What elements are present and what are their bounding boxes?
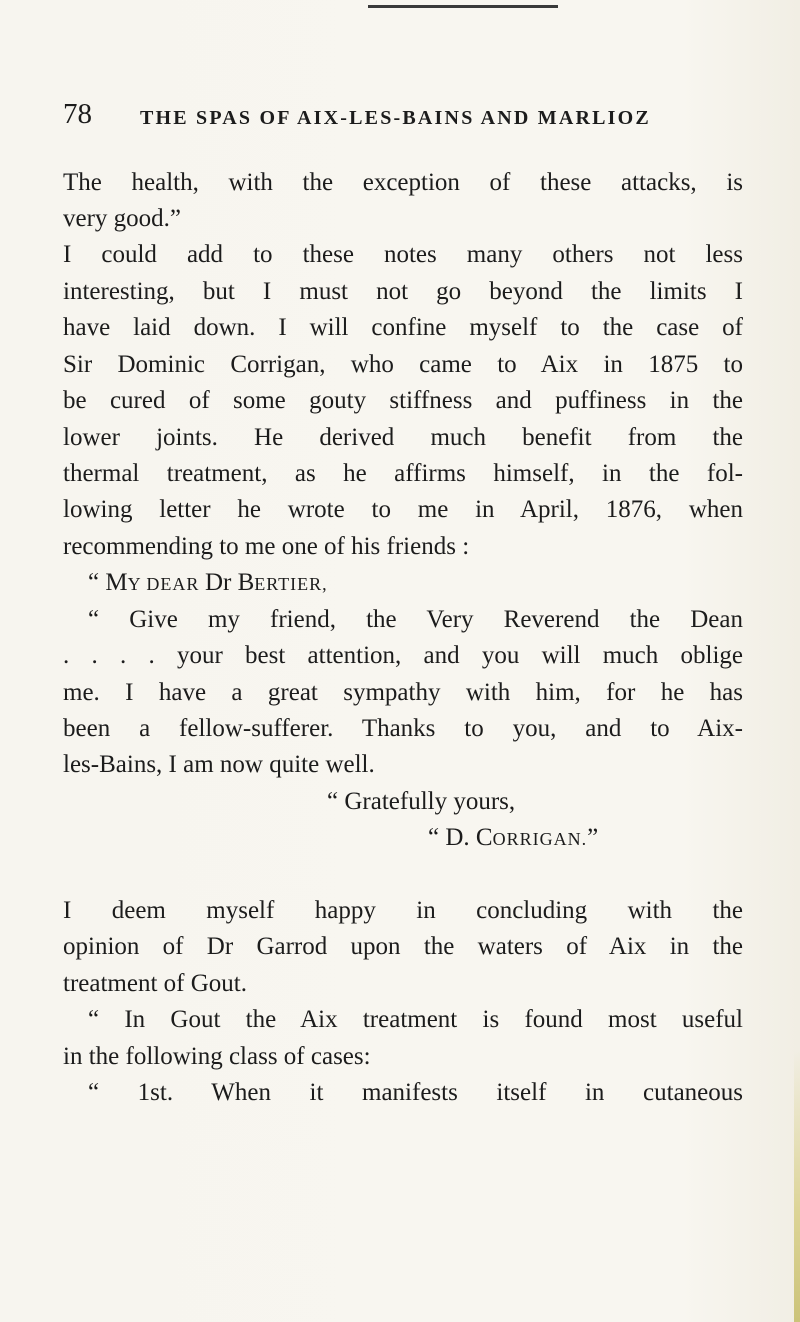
text-line: . . . . your best attention, and you will much oblige: [63, 642, 743, 669]
salutation-open-quote: “: [88, 569, 106, 596]
text-line: lower joints. He derived much benefit from the: [63, 424, 743, 451]
salutation-my-cap: M: [105, 569, 128, 596]
text-line: Sir Dominic Corrigan, who came to Aix in 1875 to: [63, 351, 743, 378]
letter-salutation: [88, 565, 688, 601]
text-line: I could add to these notes many others not less: [63, 241, 743, 268]
text-line: be cured of some gouty stiffness and puffiness in the: [63, 387, 743, 414]
signature-c-rest: ORRIGAN.: [492, 829, 588, 849]
text-line: “ 1st. When it manifests itself in cutaneous: [88, 1079, 743, 1106]
salutation-b-rest: ERTIER,: [254, 574, 328, 594]
signature-initial: D.: [445, 824, 476, 851]
signature-open-quote: “: [428, 824, 446, 851]
text-line: interesting, but I must not go beyond the limits I: [63, 278, 743, 305]
signature-close-quote: ”: [587, 824, 599, 851]
letter-signature: [428, 820, 728, 856]
text-line: les-Bains, I am now quite well.: [63, 751, 375, 778]
text-line: The health, with the exception of these attacks, is: [63, 169, 743, 196]
top-rule: [368, 5, 558, 8]
text-line: “ In Gout the Aix treatment is found most useful: [88, 1006, 743, 1033]
salutation-b-cap: B: [237, 569, 255, 596]
page-header: [63, 97, 743, 137]
salutation-dr: Dr: [204, 569, 238, 596]
salutation-my-rest: Y DEAR: [127, 574, 205, 594]
text-line: me. I have a great sympathy with him, for he has: [63, 679, 743, 706]
text-line: thermal treatment, as he affirms himself, in the fol-: [63, 460, 743, 487]
text-line: lowing letter he wrote to me in April, 1876, when: [63, 496, 743, 523]
page-number: 78: [63, 98, 92, 130]
text-line: opinion of Dr Garrod upon the waters of Aix in the: [63, 933, 743, 960]
text-line: very good.”: [63, 205, 182, 232]
signature-c-cap: C: [475, 824, 493, 851]
text-line: “ Give my friend, the Very Reverend the Dean: [88, 606, 743, 633]
text-line: have laid down. I will confine myself to the case of: [63, 314, 743, 341]
text-line: in the following class of cases:: [63, 1043, 371, 1070]
page-edge-stain: [794, 1050, 800, 1322]
letter-closing: “ Gratefully yours,: [327, 788, 516, 815]
text-line: recommending to me one of his friends :: [63, 533, 470, 560]
text-line: been a fellow-sufferer. Thanks to you, and to Aix-: [63, 715, 743, 742]
text-line: treatment of Gout.: [63, 970, 247, 997]
running-title: THE SPAS OF AIX-LES-BAINS AND MARLIOZ: [140, 107, 651, 129]
text-line: I deem myself happy in concluding with the: [63, 897, 743, 924]
